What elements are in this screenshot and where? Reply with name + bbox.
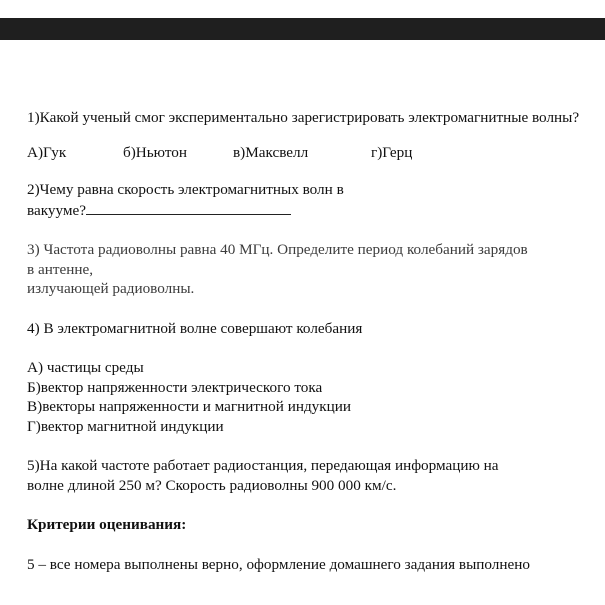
q4-option-d: Г)вектор магнитной индукции	[27, 417, 224, 435]
document-body	[27, 108, 593, 574]
option-d: г)Герц	[371, 143, 413, 161]
criteria-line-1: 5 – все номера выполнены верно, оформление домашнего задания выполнено	[27, 555, 530, 573]
option-b: б)Ньютон	[123, 143, 187, 161]
question-4-options	[27, 358, 593, 436]
option-c: в)Максвелл	[233, 143, 309, 161]
question-3-line-2: в антенне,	[27, 260, 94, 278]
q4-option-c: В)векторы напряженности и магнитной индукции	[27, 398, 352, 415]
question-5-line-1: 5)На какой частоте работает радиостанция, передающая информацию на	[27, 457, 499, 474]
answer-blank[interactable]	[86, 200, 291, 215]
question-2-line-1: 2)Чему равна скорость электромагнитных волн в	[27, 181, 344, 198]
question-5-line-2: волне длиной 250 м? Скорость радиоволны 900 000 км/с.	[27, 476, 397, 494]
question-2-line-2: вакууме?	[27, 201, 86, 219]
q4-option-b: Б)вектор напряженности электрического тока	[27, 378, 323, 396]
question-2	[27, 180, 593, 220]
question-3-line-1: 3) Частота радиоволны равна 40 МГц. Определите период колебаний зарядов	[27, 241, 528, 258]
criteria-title: Критерии оценивания:	[27, 516, 187, 533]
q4-option-a: А) частицы среды	[27, 359, 144, 376]
question-4-text: 4) В электромагнитной волне совершают колебания	[27, 319, 363, 337]
question-5	[27, 456, 593, 495]
question-3-line-3: излучающей радиоволны.	[27, 280, 195, 297]
question-1-text: 1)Какой ученый смог экспериментально зарегистрировать электромагнитные волны?	[27, 109, 580, 126]
option-a: А)Гук	[27, 143, 67, 161]
top-toolbar	[0, 18, 605, 40]
question-3	[27, 240, 593, 299]
question-1-options	[27, 143, 593, 163]
